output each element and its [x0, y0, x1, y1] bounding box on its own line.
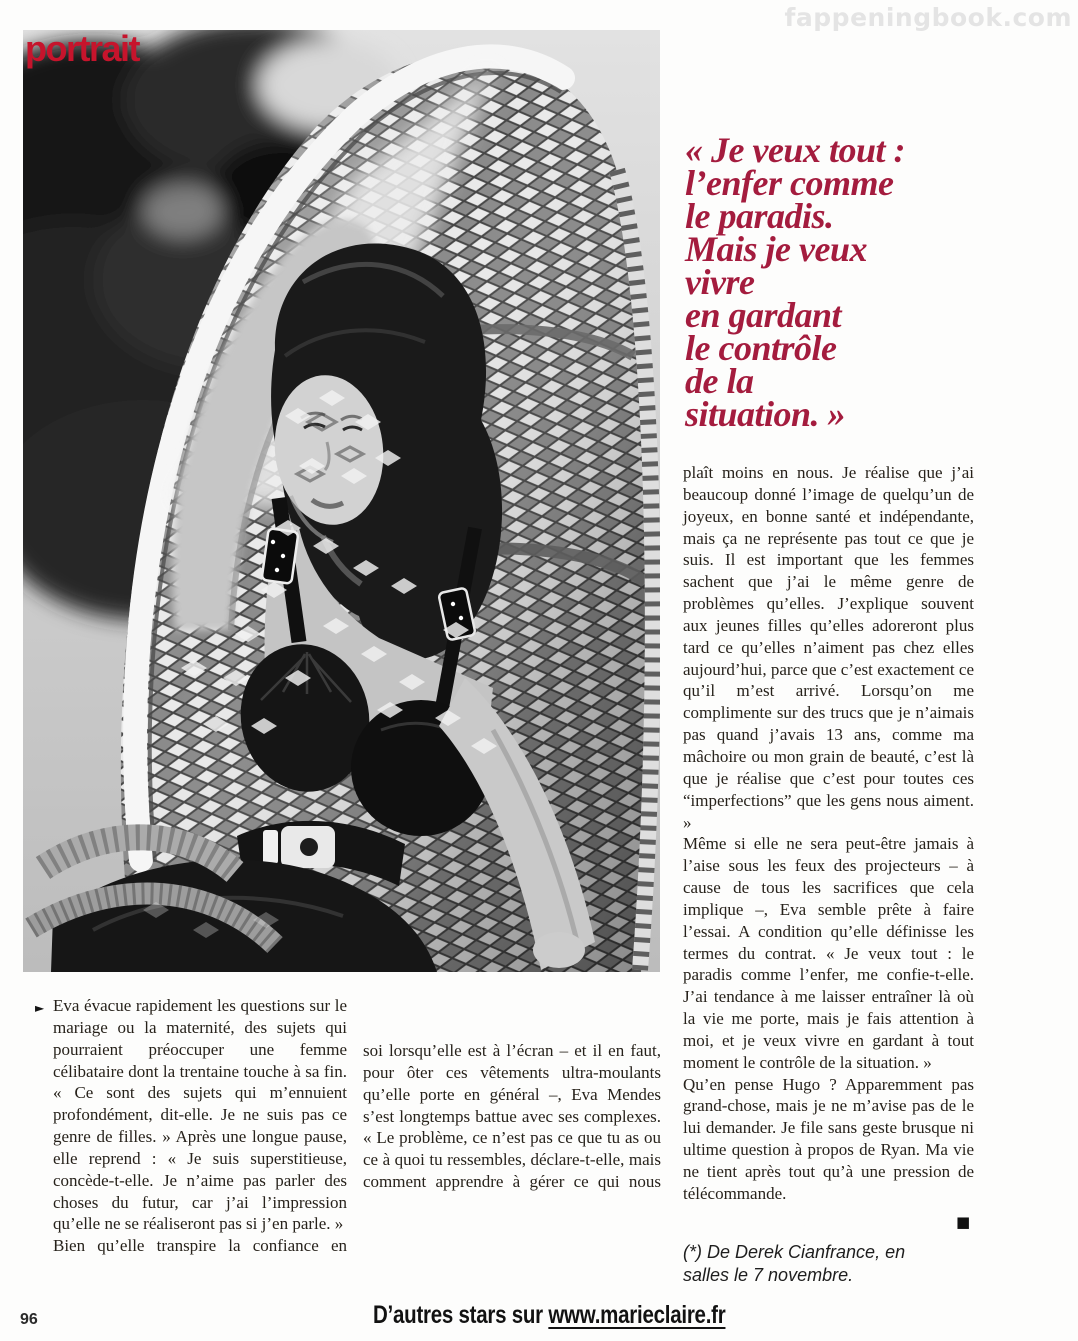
- article-paragraph: Même si elle ne sera peut-être jamais à l’aise sous les feux des projecteurs – à cause de tous les sacrifices que cela implique –, Eva semble prête à faire l’essai. A condition qu’elle définisse les termes du contrat. « Je veux tout : le paradis comme l’enfer, me confie-t-elle. J’ai tendance à me laisser entraîner là où la vie me porte, mais je fais attention à moi, et je veux vivre en gardant à tout moment le contrôle de la situation. »: [683, 834, 974, 1072]
- page-number: 96: [20, 1311, 38, 1328]
- footer-promo: [373, 1301, 725, 1330]
- footer-promo-text: D’autres stars sur: [373, 1301, 549, 1329]
- pull-quote-line: de la: [685, 361, 754, 401]
- photo-illustration: [23, 30, 660, 972]
- watermark-text: fappeningbook.com: [784, 3, 1072, 32]
- article-paragraph: Qu’en pense Hugo ? Apparemment pas grand-chose, mais je ne m’avise pas de le lui demander. Je file sans geste brusque ni ultime question à propos de Ryan. Ma vie ne tient après tout qu’à une pression de télécommande.: [683, 1074, 974, 1203]
- article-column-middle: [363, 1040, 661, 1193]
- article-paragraph: plaît moins en nous. Je réalise que j’ai beaucoup donné l’image de quelqu’un de joyeux, en bonne santé et indépendante, mais ça ne représente pas tout ce que je suis. Il est important que les femmes sachent que j’ai le même genre de problèmes qu’elles. J’explique souvent aux jeunes filles qu’elles adoreront plus tard ce qu’elles n’aiment pas chez elles aujourd’hui, parce que c’est exactement ce qu’il m’est arrivé. Lorsqu’on me complimente sur des trucs que je n’aimais pas quand j’avais 13 ans, comme ma mâchoire ou mon grain de beauté, c’est là que je réalise que c’est pour toutes ces “imperfections” que les gens nous aiment. »: [683, 463, 974, 832]
- pull-quote-line: le paradis.: [685, 196, 834, 236]
- pull-quote-line: en gardant: [685, 295, 842, 335]
- paragraph-arrow-icon: ►: [35, 1001, 45, 1015]
- marieclaire-link[interactable]: www.marieclaire.fr: [548, 1301, 726, 1329]
- pull-quote-line: Mais je veux: [685, 229, 867, 269]
- pull-quote-line: situation. »: [685, 394, 846, 434]
- pull-quote: [685, 130, 1075, 434]
- article-footnote: (*) De Derek Cianfrance, en salles le 7 novembre.: [683, 1242, 906, 1285]
- pull-quote-line: « Je veux tout :: [685, 130, 905, 170]
- magazine-photo: [23, 30, 660, 972]
- article-column-right: [683, 462, 974, 1205]
- article-paragraph: soi lorsqu’elle est à l’écran – et il en faut, pour ôter ces vêtements ultra-moulants qu’elle porte en général –, Eva Mendes s’est longtemps battue avec ses complexes. « Le problème, ce n’est pas ce que tu as ou ce à quoi tu ressembles, déclare-t-elle, mais comment apprendre à gérer ce qui nous: [363, 1041, 661, 1192]
- section-label: portrait: [25, 30, 139, 69]
- pull-quote-line: vivre: [685, 262, 755, 302]
- pull-quote-line: le contrôle: [685, 328, 837, 368]
- pull-quote-line: l’enfer comme: [685, 163, 894, 203]
- article-paragraph: Bien qu’elle transpire la confiance en: [53, 1236, 347, 1256]
- article-paragraph: Eva évacue rapidement les questions sur le mariage ou la maternité, des sujets qui pourraient préoccuper une femme célibataire dont la trentaine touche à sa fin. « Ce sont des sujets qui m’ennuient profondément, dit-elle. Je ne suis pas ce genre de filles. » Après une longue pause, elle reprend : « Je suis superstitieuse, concède-t-elle. Je n’aime pas parler des choses du futur, car j’ai l’impression qu’elle ne se réaliseront pas si j’en parle. »: [53, 996, 347, 1234]
- end-of-article-icon: ■: [956, 1213, 971, 1231]
- article-column-left: [35, 995, 347, 1257]
